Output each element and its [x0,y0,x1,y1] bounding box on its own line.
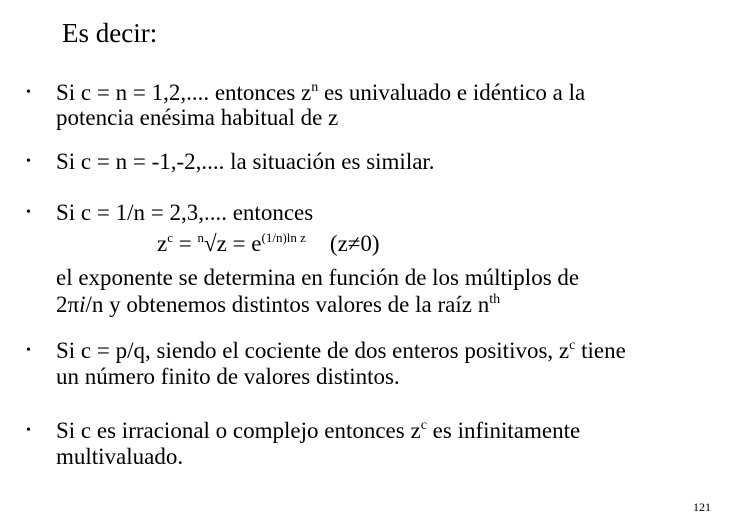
item-5-text-a: Si c es irracional o complejo entonces z [56,418,421,443]
formula-base: z [157,231,168,256]
item-3-text-b: /n y obtenemos distintos valores de la raíz n [85,292,490,317]
item-3-line-3: el exponente se determina en función de los múltiplos de [56,265,580,290]
item-5-superscript: c [420,418,427,433]
item-5-line-2: multivaluado. [56,444,184,469]
item-2-line-1: Si c = n = -1,-2,.... la situación es similar. [56,149,435,174]
bullet-icon: • [26,85,31,100]
item-4-text-b: tiene [575,338,626,363]
bullet-icon: • [26,343,31,358]
item-3-two-pi: 2π [56,292,80,317]
item-3-line-1: Si c = 1/n = 2,3,.... entonces [56,200,314,225]
item-4-line-2: un número finito de valores distintos. [56,364,400,389]
item-3-superscript: th [489,292,501,307]
item-5-text-b: es infinitamente [426,418,581,443]
formula-condition: (z≠0) [329,231,380,256]
bullet-icon: • [26,154,31,169]
item-4-text-a: Si c = p/q, siendo el cociente de dos enteros positivos, z [56,338,570,363]
item-1-text-a: Si c = n = 1,2,.... entonces z [56,80,312,105]
item-1-text-b: es univaluado e idéntico a la [318,80,586,105]
formula-exponent: c [167,230,173,245]
formula-equals-2: = e [226,231,262,256]
formula-radicand: z [216,231,227,256]
formula-root-index: n [197,230,204,245]
bullet-icon: • [26,423,31,438]
item-1-superscript: n [311,80,319,95]
slide-title: Es decir: [62,18,158,48]
item-1-line-2: potencia enésima habitual de z [56,105,339,130]
item-3-formula [157,231,380,260]
formula-radical: √ [203,231,217,256]
formula-equals-1: = [173,231,198,256]
item-3-line-4 [56,292,500,322]
formula-exponent-2: (1/n)ln z [261,230,306,245]
item-3-imaginary-unit: i [79,292,86,317]
page-number: 121 [693,500,711,514]
item-4-superscript: c [569,338,576,353]
bullet-icon: • [26,205,31,220]
